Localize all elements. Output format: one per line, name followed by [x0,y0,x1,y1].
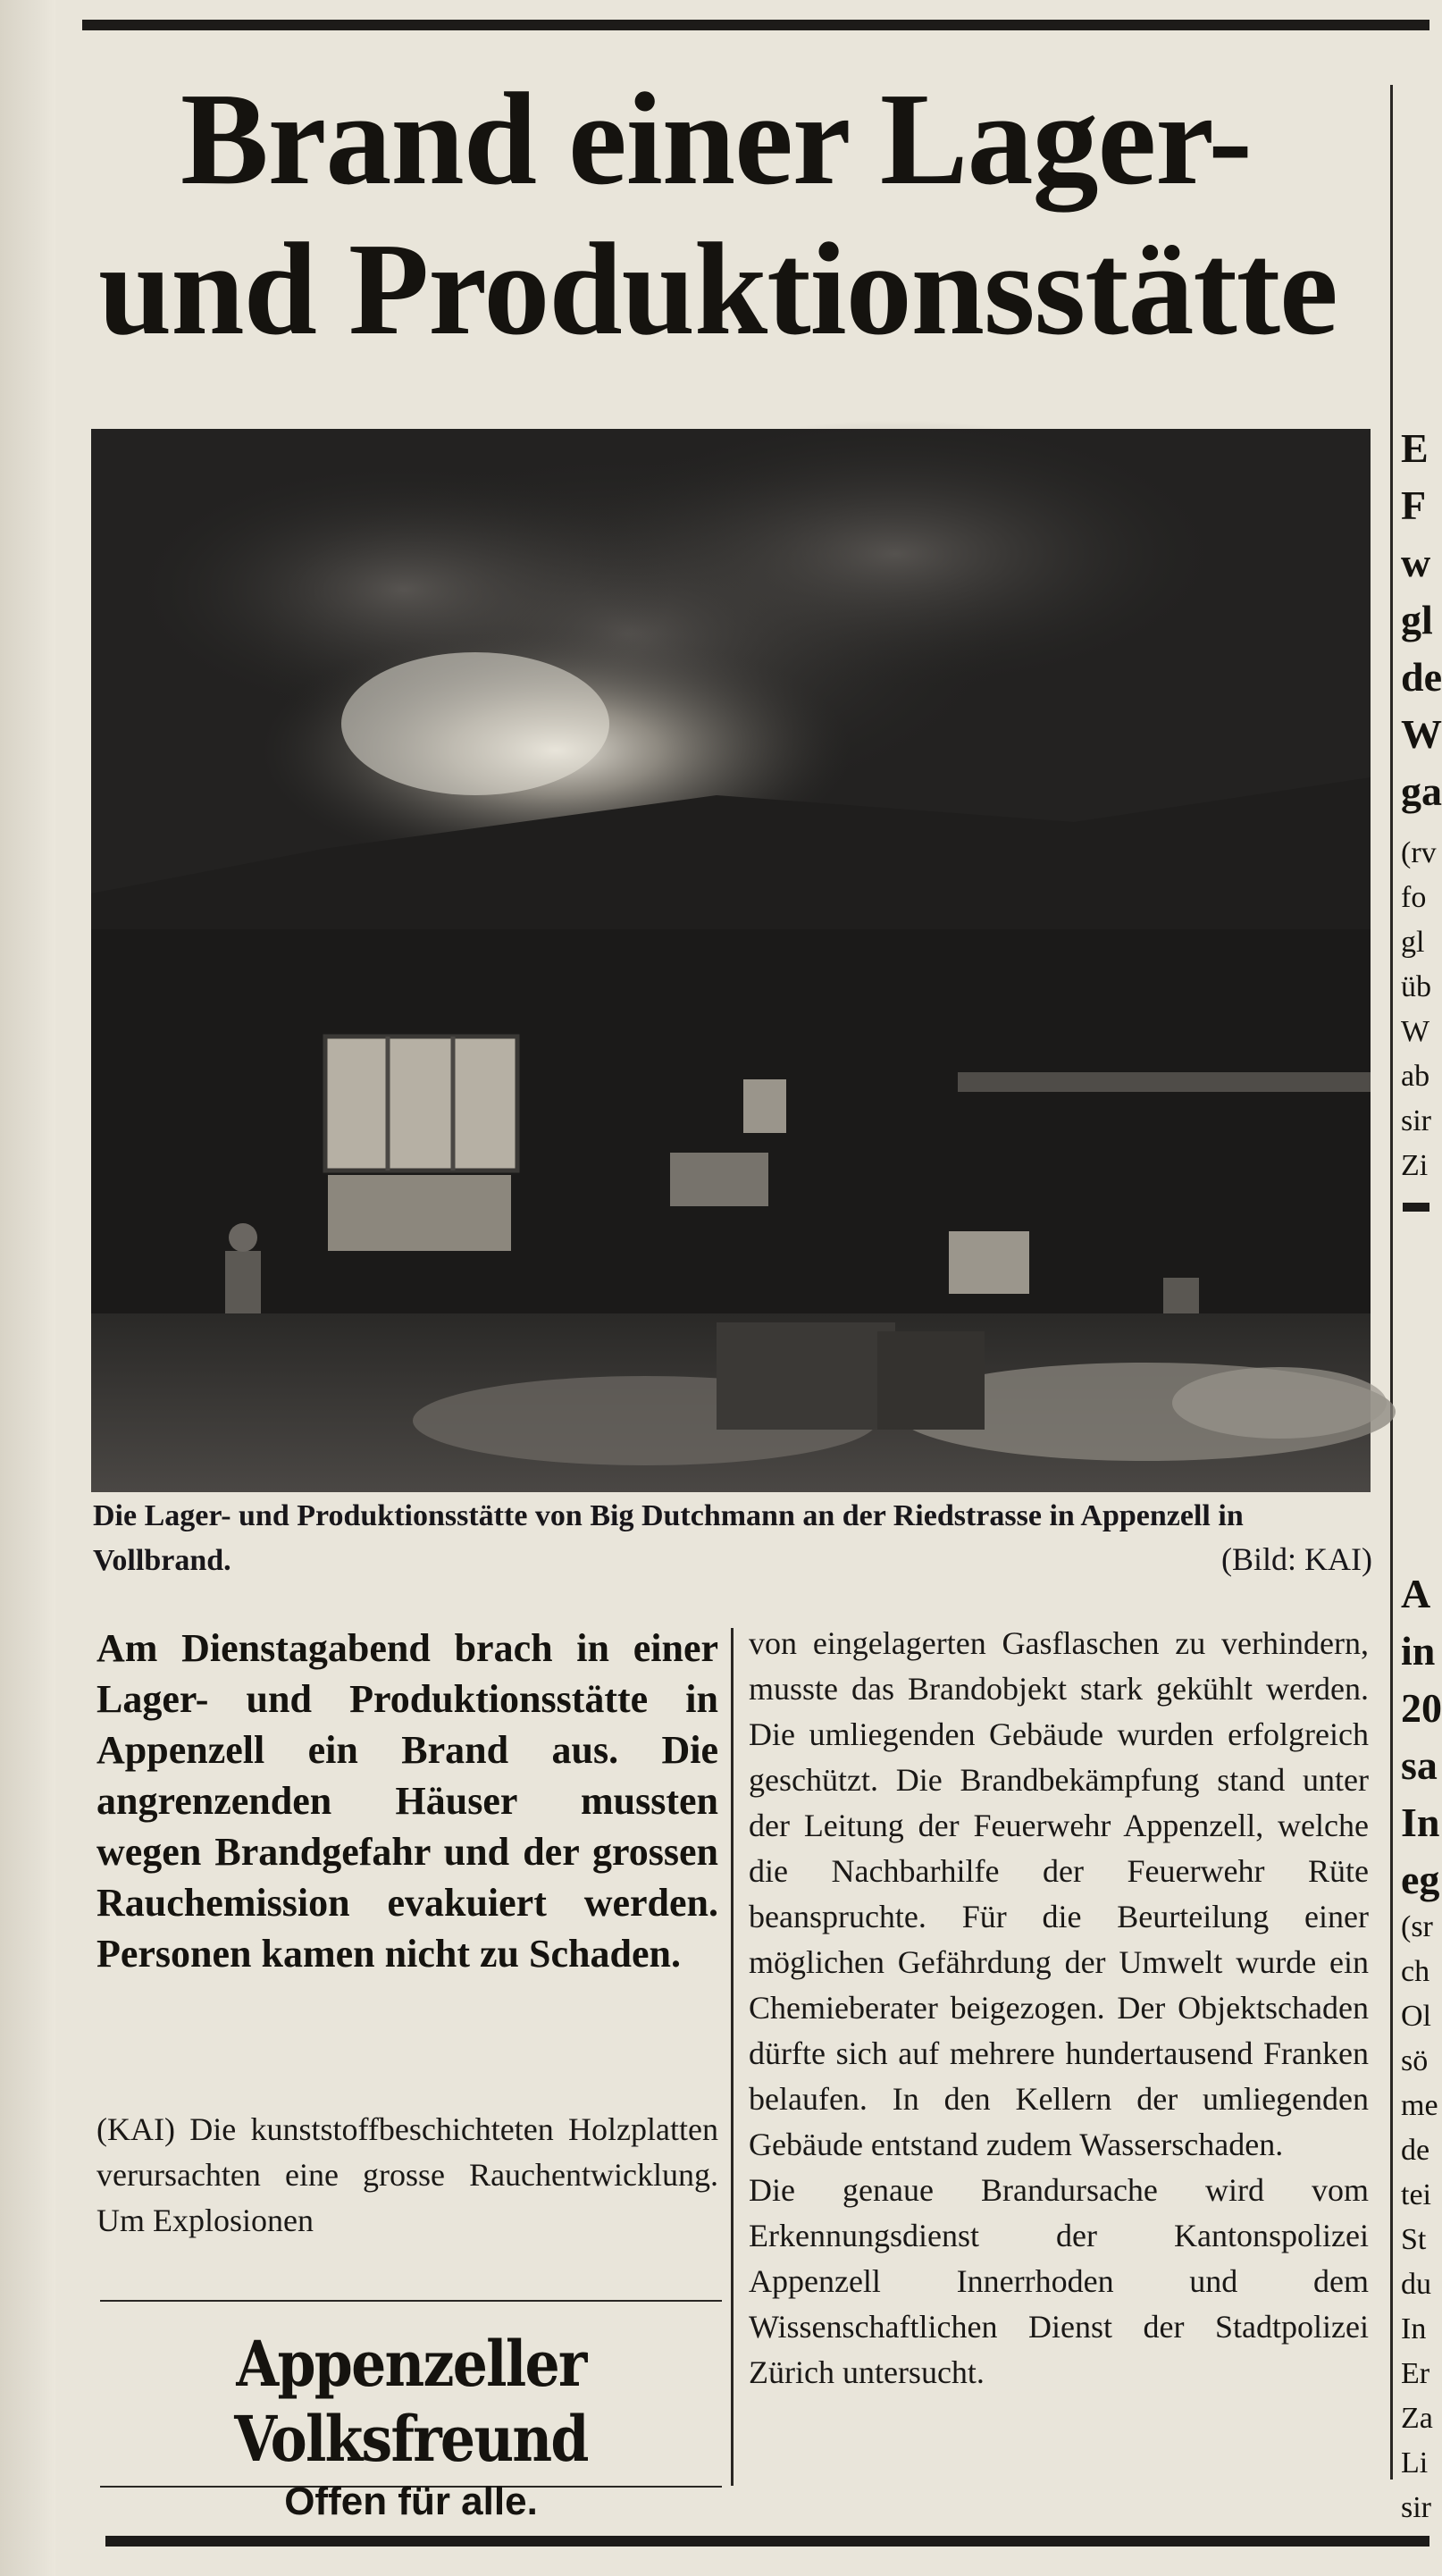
frag-line: ch [1401,1955,1430,1988]
frag-line: üb [1401,970,1431,1003]
frag-line: 20 [1401,1685,1442,1731]
frag-line: Ol [1401,2000,1431,2033]
frag-line: In [1401,1800,1440,1845]
frag-line: sa [1401,1742,1438,1788]
right-fragment-bold-top [1401,420,1442,820]
fire-photo-image [91,429,1371,1492]
advertisement [100,2300,722,2523]
photo-credit: (Bild: KAI) [1221,1541,1372,1577]
frag-line: tei [1401,2178,1431,2211]
frag-line: me [1401,2089,1438,2122]
fire-photo [91,429,1371,1492]
frag-line: sö [1401,2044,1429,2077]
ad-brand-logo: Appenzeller Volksfreund [234,2327,588,2476]
photo-caption: Die Lager- und Produktionsstätte von Big Dutchmann an der Riedstrasse in Appenzell in Vollbrand. [93,1499,1244,1577]
right-fragment-rule [1403,1203,1429,1212]
frag-line: gl [1401,926,1425,959]
frag-line: de [1401,654,1442,700]
frag-line: fo [1401,881,1427,914]
article-paragraph-2: Die genaue Brandursache wird vom Erkennungsdienst der Kantonspolizei Appenzell Innerrhoden und dem Wissenschaftlichen Dienst der Stadtpolizei Zürich untersucht. [749,2172,1369,2390]
frag-line: W [1401,1015,1430,1048]
frag-line: Er [1401,2357,1430,2390]
frag-line: F [1401,482,1427,528]
headline [98,64,1385,365]
bottom-rule [105,2536,1429,2547]
frag-line: (rv [1401,836,1437,869]
right-fragment-bold-bottom [1401,1565,1442,1909]
top-rule [82,20,1429,30]
right-fragment-normal-bottom [1401,1905,1438,2530]
page-gutter [0,0,55,2576]
frag-line: gl [1401,597,1433,642]
frag-line: ab [1401,1060,1430,1093]
frag-line: W [1401,711,1442,757]
frag-line: sir [1401,1104,1431,1137]
headline-line-1: Brand einer Lager- [180,66,1252,213]
frag-line: eg [1401,1857,1440,1902]
frag-line: ga [1401,768,1442,814]
column-divider-middle [731,1628,734,2486]
headline-line-2: und Produktionsstätte [98,216,1337,363]
frag-line: (sr [1401,1910,1433,1943]
frag-line: St [1401,2223,1427,2256]
frag-line: sir [1401,2491,1431,2524]
column-divider-right [1390,85,1393,2480]
frag-line: E [1401,425,1429,471]
frag-line: In [1401,2312,1427,2345]
frag-line: du [1401,2268,1431,2301]
frag-line: Za [1401,2402,1433,2435]
frag-line: de [1401,2134,1430,2167]
article-body-right [749,1621,1369,2396]
ad-tagline: Offen für alle. [284,2480,538,2523]
frag-line: Zi [1401,1149,1429,1182]
right-fragment-normal-top [1401,831,1437,1188]
article-lead: Am Dienstagabend brach in einer Lager- und Produktionsstätte in Appenzell ein Brand aus. Die angrenzenden Häuser mussten wegen Brandgefahr und der grossen Rauchemission evakuiert werden. Personen kamen nicht zu Schaden. [96,1626,718,1976]
frag-line: in [1401,1628,1436,1674]
frag-line: A [1401,1571,1431,1616]
frag-line: w [1401,540,1431,585]
article-body-left: (KAI) Die kunststoffbeschichteten Holzplatten verursachten eine grosse Rauchentwicklung. Um Explosionen [96,2111,718,2238]
frag-line: Li [1401,2446,1429,2480]
article-paragraph-1: von eingelagerten Gasflaschen zu verhindern, musste das Brandobjekt stark gekühlt werden. Die umliegenden Gebäude wurden erfolgreich geschützt. Die Brandbekämpfung stand unter der Leitung der Feuerwehr Appenzell, welche die Nachbarhilfe der Feuerwehr Rüte beanspruchte. Für die Beurteilung einer möglichen Gefährdung der Umwelt wurde ein Chemieberater beigezogen. Der Objektschaden dürfte sich auf mehrere hundertausend Franken belaufen. In den Kellern der umliegenden Gebäude entstand zudem Wasserschaden. [749,1625,1369,2162]
